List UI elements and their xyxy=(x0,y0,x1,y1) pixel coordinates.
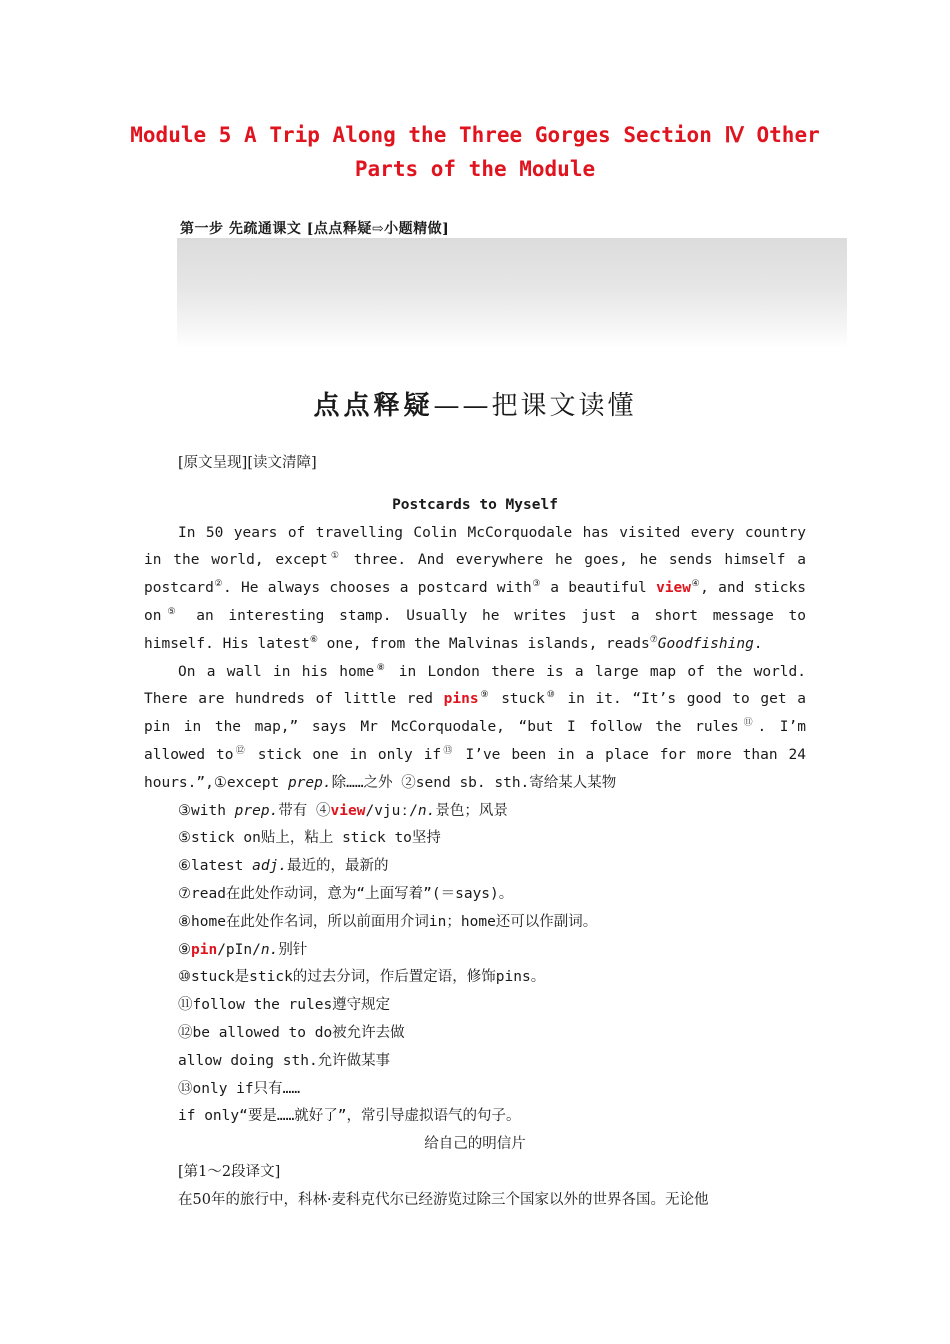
note-marker: ⑨ xyxy=(478,690,491,701)
note-marker: ② xyxy=(213,579,223,590)
note-10: ⑩stuck是stick的过去分词，作后置定语，修饰pins。 xyxy=(178,969,546,986)
paragraph-2 xyxy=(144,659,806,798)
text-span: ⑨ xyxy=(178,941,191,958)
note-marker: ④ xyxy=(690,579,701,590)
text-span: one, from the Malvinas islands, reads xyxy=(317,635,650,652)
keyword-pin: pin xyxy=(191,941,218,958)
note-9 xyxy=(144,937,806,965)
note-marker: ⑦ xyxy=(649,634,658,645)
keyword-view: view xyxy=(656,580,691,597)
title-line-1: Module 5 A Trip Along the Three Gorges Section Ⅳ Other xyxy=(130,123,820,147)
text-span: in it. “It’s good to get a pin in the map,” says Mr McCorquodale, “but I follow the rules xyxy=(144,691,806,736)
story-title: Postcards to Myself xyxy=(392,496,558,513)
text-span: 景色；风景 xyxy=(435,802,508,819)
pos-abbrev: n. xyxy=(260,941,279,958)
note-marker: ⑬ xyxy=(441,745,455,756)
pos-abbrev: n. xyxy=(417,802,436,819)
section-heading-bold: 点点释疑 xyxy=(313,391,434,421)
text-span: 带有 ④ xyxy=(278,802,331,819)
document-title xyxy=(120,118,830,186)
text-span: . He always chooses a postcard with xyxy=(223,580,532,597)
note-marker: ③ xyxy=(531,579,541,590)
phonetic: /pIn/ xyxy=(217,941,261,958)
note-6 xyxy=(144,853,806,881)
paragraph-1 xyxy=(144,520,806,659)
text-span: in London there is a large map of the world. There are hundreds of little red xyxy=(144,663,806,708)
note-7: ⑦read在此处作动词，意为“上面写着”(＝says)。 xyxy=(178,885,514,902)
keyword-view: view xyxy=(330,802,366,819)
document-body xyxy=(144,450,806,1215)
note-11: ⑪follow the rules遵守规定 xyxy=(178,997,391,1014)
pos-abbrev: prep. xyxy=(287,774,332,791)
text-span: In 50 years of travelling Colin McCorquodale has visited every country in the world, except xyxy=(144,524,806,569)
note-marker: ⑫ xyxy=(233,745,247,756)
text-span: 最近的，最新的 xyxy=(287,858,389,875)
section-heading xyxy=(0,386,950,426)
note-marker: ⑧ xyxy=(374,662,388,673)
note-13b: if only“要是……就好了”，常引导虚拟语气的句子。 xyxy=(178,1108,521,1125)
note-marker: ⑩ xyxy=(544,690,557,701)
pos-abbrev: adj. xyxy=(252,858,288,875)
note-marker: ⑤ xyxy=(161,606,182,617)
text-span: an interesting stamp. Usually he writes just a short message to himself. His latest xyxy=(144,607,806,652)
quoted-message: Goodfishing xyxy=(657,635,754,652)
section-banner xyxy=(177,238,847,348)
section-tags: [原文呈现][读文清障] xyxy=(178,455,317,471)
note-marker: ① xyxy=(327,551,342,562)
note-5: ⑤stick on贴上，粘上 stick to坚持 xyxy=(178,830,441,847)
text-span: , and sticks on xyxy=(144,580,806,624)
pos-abbrev: prep. xyxy=(234,802,279,819)
note-3-4 xyxy=(144,798,806,826)
text-span: ③with xyxy=(178,802,235,819)
keyword-pins: pins xyxy=(443,691,479,708)
phonetic: /vjuː/ xyxy=(365,802,418,819)
text-span: a beautiful xyxy=(540,580,657,597)
text-span: On a wall in his home xyxy=(178,663,375,680)
text-span: ⑥latest xyxy=(178,858,253,875)
note-8: ⑧home在此处作名词，所以前面用介词in；home还可以作副词。 xyxy=(178,913,598,930)
translation-line-1: 在50年的旅行中，科林·麦科克代尔已经游览过除三个国家以外的世界各国。无论他 xyxy=(178,1191,709,1208)
note-marker: ⑥ xyxy=(309,634,318,645)
text-span: 除……之外 ②send sb. sth.寄给某人某物 xyxy=(331,774,617,791)
note-13: ⑬only if只有…… xyxy=(178,1080,301,1097)
text-span: . xyxy=(753,635,763,652)
text-span: stuck xyxy=(490,691,545,708)
text-span: 别针 xyxy=(278,941,308,958)
text-span: I’ve been in a place for more than 24 hours.”,①except xyxy=(144,746,806,791)
translation-title: 给自己的明信片 xyxy=(424,1136,526,1153)
text-span: stick one in only if xyxy=(246,746,442,763)
translation-tag: [第1～2段译文] xyxy=(178,1163,281,1180)
note-marker: ⑪ xyxy=(738,718,758,729)
note-12b: allow doing sth.允许做某事 xyxy=(178,1052,391,1069)
text-span: three. And everywhere he goes, he sends himself a postcard xyxy=(144,552,806,597)
step-label: 第一步 先疏通课文 [点点释疑⇨小题精做] xyxy=(180,221,450,237)
section-heading-normal: ——把课文读懂 xyxy=(433,391,637,421)
title-line-2: Parts of the Module xyxy=(354,157,596,181)
text-span: . I’m allowed to xyxy=(144,719,806,763)
note-12: ⑫be allowed to do被允许去做 xyxy=(178,1024,405,1041)
